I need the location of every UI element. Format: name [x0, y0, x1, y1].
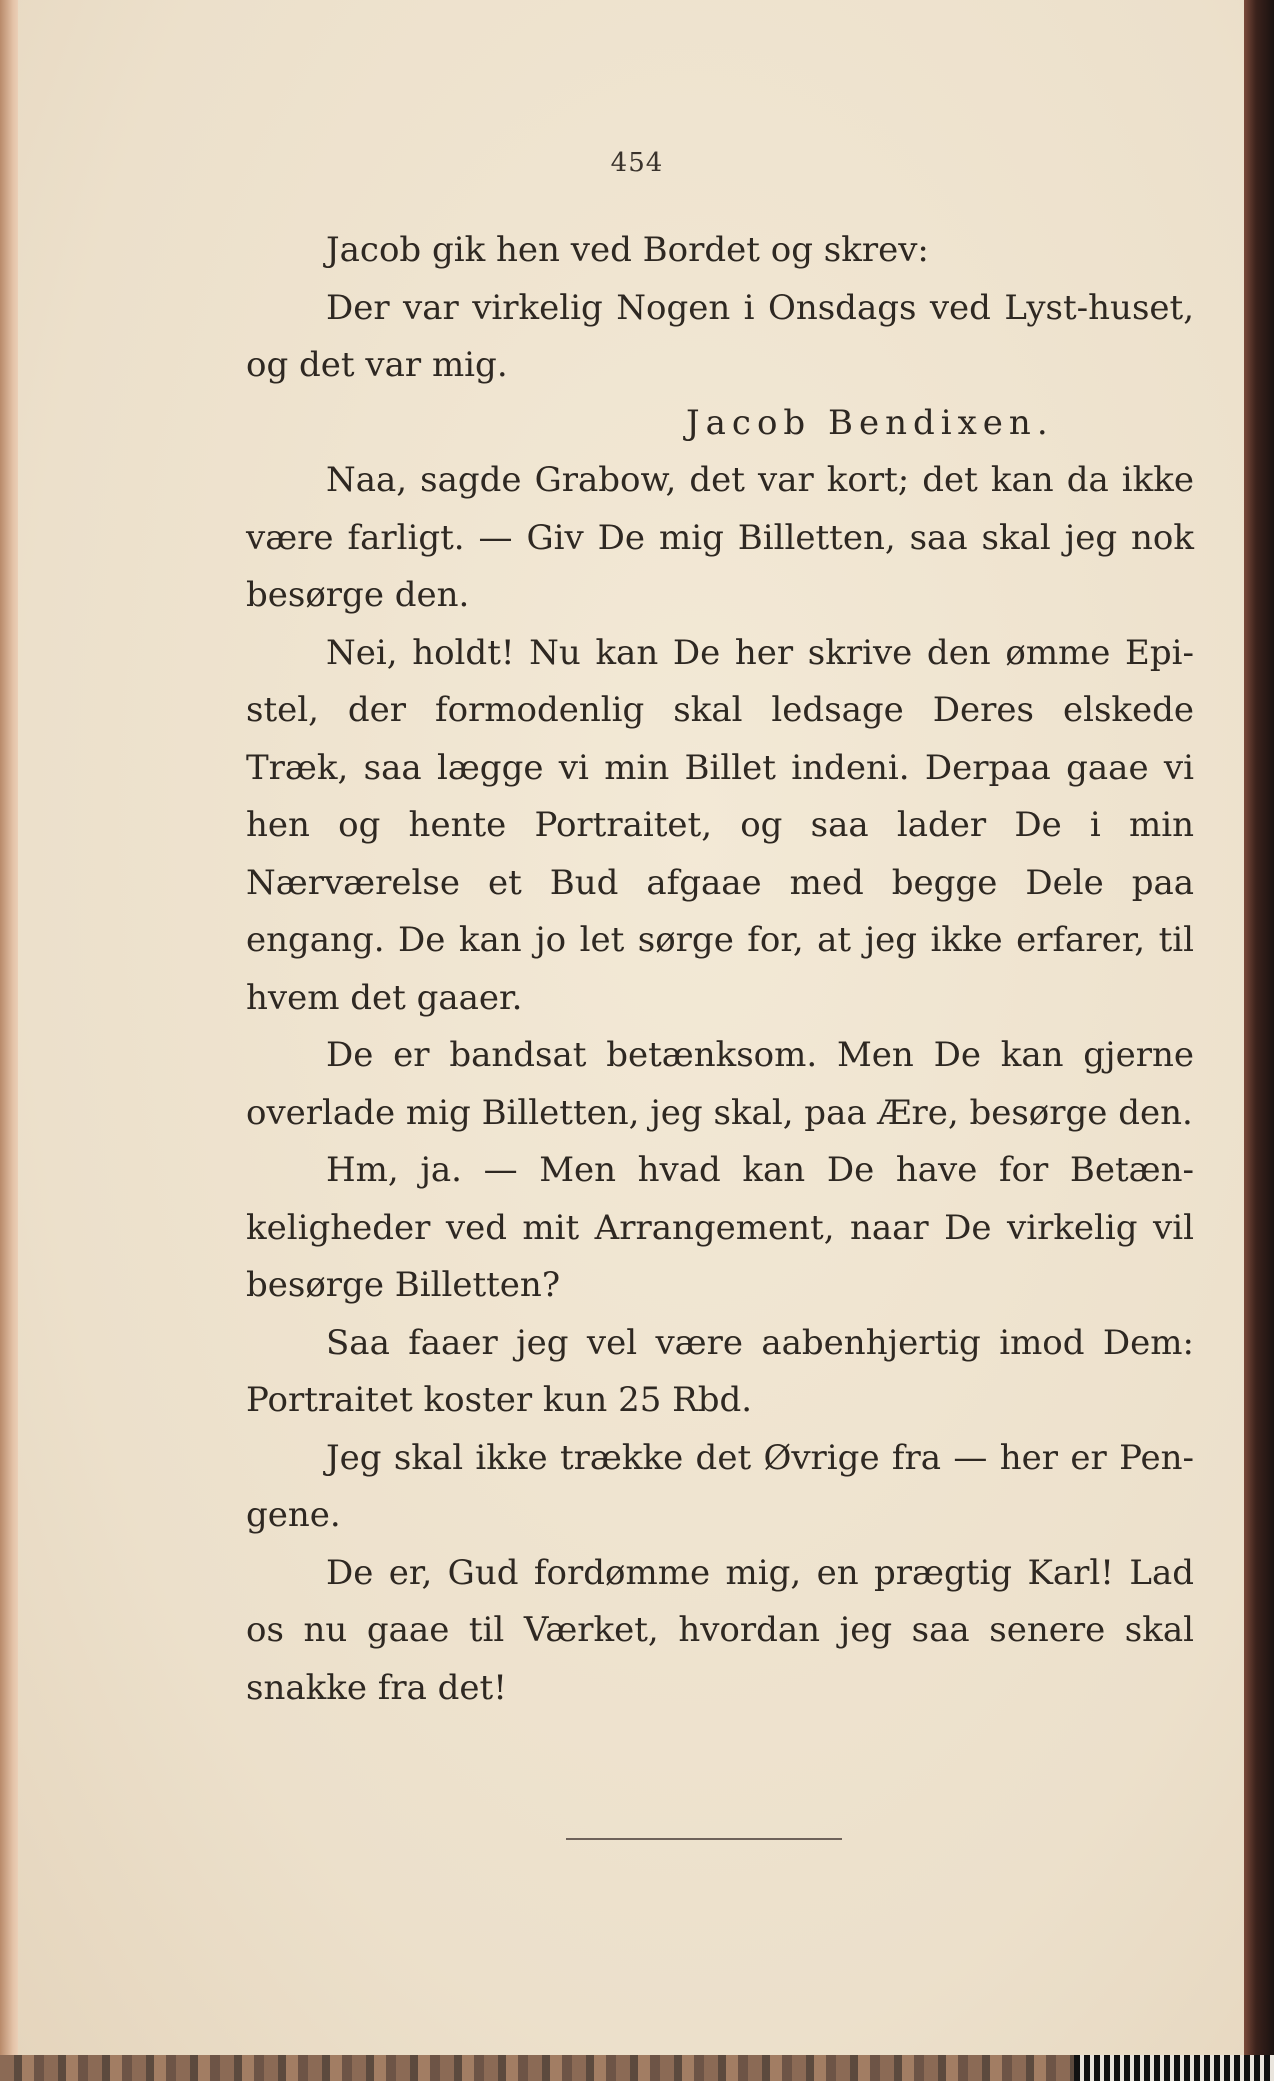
paragraph: De er, Gud fordømme mig, en prægtig Karl! Lad os nu gaae til Værket, hvordan jeg saa senere skal snakke fra det!	[246, 1552, 1194, 1708]
signature-line: Jacob Bendixen.	[686, 402, 1054, 443]
page-number: 454	[610, 148, 664, 178]
paragraph: Saa faaer jeg vel være aabenhjertig imod Dem: Portraitet koster kun 25 Rbd.	[246, 1322, 1194, 1420]
paragraph: Nei, holdt! Nu kan De her skrive den ømme Epi-stel, der formodenlig skal ledsage Deres elskede Træk, saa lægge vi min Billet indeni. Derpaa gaae vi hen og hente Portraitet, og saa lader De i min Nærværelse et Bud afgaae med begge Dele paa engang. De kan jo let sørge for, at jeg ikke erfarer, til hvem det gaaer.	[246, 632, 1194, 1018]
book-cover-edge	[1244, 0, 1274, 2081]
book-cover-bottom-edge	[0, 2055, 1274, 2081]
paragraph: Naa, sagde Grabow, det var kort; det kan da ikke være farligt. — Giv De mig Billetten, saa skal jeg nok besørge den.	[246, 460, 1194, 615]
page-edges-strip	[1074, 2055, 1274, 2081]
paragraph: Der var virkelig Nogen i Onsdags ved Lyst-huset, og det var mig.	[246, 287, 1194, 385]
paragraph: De er bandsat betænksom. Men De kan gjerne overlade mig Billetten, jeg skal, paa Ære, besørge den.	[246, 1035, 1194, 1133]
paragraph: Hm, ja. — Men hvad kan De have for Betæn-keligheder ved mit Arrangement, naar De virkelig vil besørge Billetten?	[246, 1150, 1194, 1305]
page-body	[246, 222, 1194, 1717]
end-rule	[566, 1838, 842, 1840]
paragraph: Jeg skal ikke trække det Øvrige fra — her er Pen-gene.	[246, 1437, 1194, 1535]
paragraph: Jacob gik hen ved Bordet og skrev:	[326, 230, 929, 270]
